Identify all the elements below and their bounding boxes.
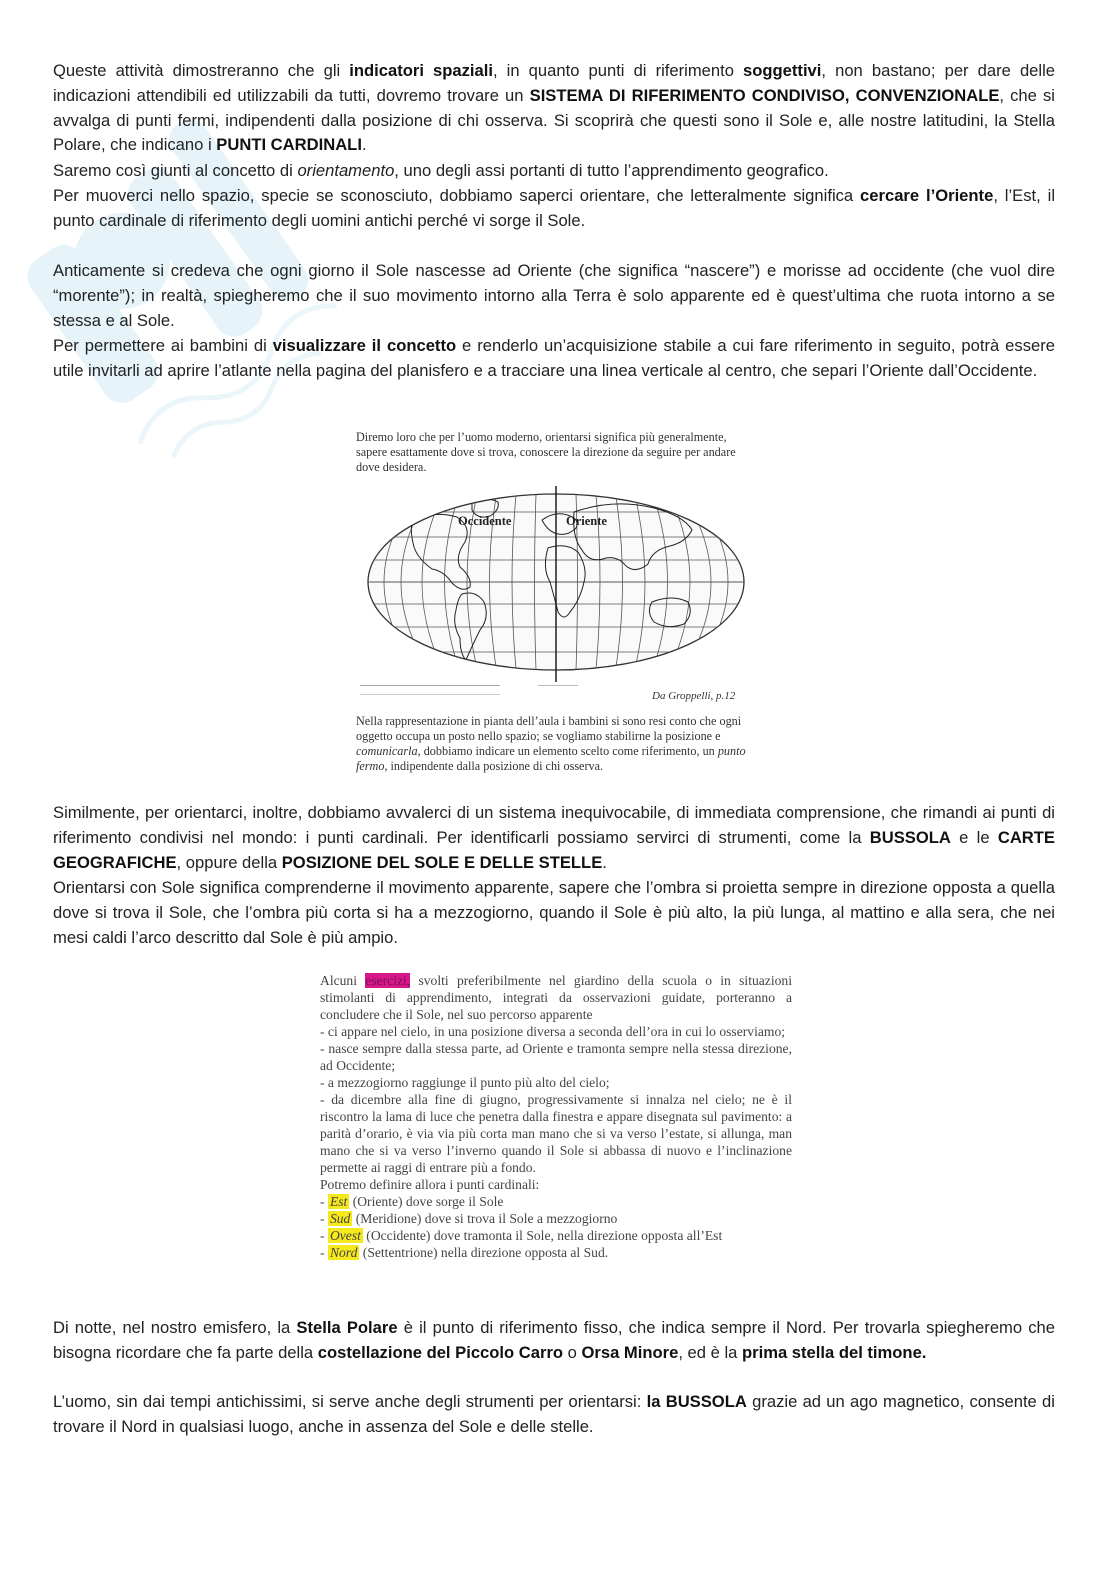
- scanned-excerpt-sole: [320, 972, 792, 1290]
- map-label-occidente: Occidente: [458, 514, 512, 528]
- scan2-intro: Alcuni esercizi, svolti preferibilmente nel giardino della scuola o in situazioni stimolanti di apprendimento, integrati da osservazioni guidate, porteranno a concludere che il Sole, nel suo percorso apparente: [320, 973, 792, 1022]
- paragraph-2: Saremo così giunti al concetto di orientamento, uno degli assi portanti di tutto l’apprendimento geografico.: [53, 161, 829, 180]
- cardinal-sud: - Sud (Meridione) dove si trova il Sole a mezzogiorno: [320, 1211, 618, 1226]
- paragraph-7: Orientarsi con Sole significa comprenderne il movimento apparente, sapere che l’ombra si proietta sempre in direzione opposta a quella dove si trova il Sole, che l’ombra più corta si ha a mezzogiorno, quando il Sole è più alto, la più lunga, al mattino e alla sera, che nei mesi caldi l’arco descritto dal Sole è più ampio.: [53, 878, 1055, 947]
- paragraph-1: Queste attività dimostreranno che gli indicatori spaziali, in quanto punti di riferimento soggettivi, non bastano; per dare delle indicazioni attendibili ed utilizzabili da tutti, dovremo trovare un SISTEMA DI RIFERIMENTO CONDIVISO, CONVENZIONALE, che si avvalga di punti fermi, indipendenti dalla posizione di chi osserva. Si scoprirà che questi sono il Sole e, alle nostre latitudini, la Stella Polare, che indicano i PUNTI CARDINALI.: [53, 61, 1056, 155]
- scan-legend-lines: [360, 685, 500, 695]
- scan2-bullet-5: Potremo definire allora i punti cardinali:: [320, 1177, 540, 1192]
- cardinal-ovest: - Ovest (Occidente) dove tramonta il Sole, nella direzione opposta all’Est: [320, 1228, 723, 1243]
- paragraph-3: Per muoverci nello spazio, specie se sconosciuto, dobbiamo saperci orientare, che letteralmente significa cercare l’Oriente, l’Est, il punto cardinale di riferimento degli uomini antichi perché vi sorge il Sole.: [53, 186, 1056, 230]
- paragraph-6: Similmente, per orientarci, inoltre, dobbiamo avvalerci di un sistema inequivocabile, di immediata comprensione, che rimandi ai punti di riferimento condivisi nel mondo: i punti cardinali. Per identificarli possiamo servirci di strumenti, come la BUSSOLA e le CARTE GEOGRAFICHE, oppure della POSIZIONE DEL SOLE E DELLE STELLE.: [53, 803, 1055, 872]
- paragraph-9: L’uomo, sin dai tempi antichissimi, si serve anche degli strumenti per orientarsi: la BUSSOLA grazie ad un ago magnetico, consente di trovare il Nord in qualsiasi luogo, anche in assenza del Sole e delle stelle.: [53, 1392, 1055, 1436]
- paragraph-5: Per permettere ai bambini di visualizzare il concetto e renderlo un’acquisizione stabile a cui fare riferimento in seguito, potrà essere utile invitarli ad aprire l’atlante nella pagina del planisfero e a tracciare una linea verticale al centro, che separi l’Oriente dall’Occidente.: [53, 336, 1055, 380]
- scan-legend-mark: [538, 685, 578, 694]
- highlight-esercizi: esercizi,: [365, 973, 411, 988]
- map-label-oriente: Oriente: [566, 514, 607, 528]
- world-map: [352, 482, 757, 682]
- scan-bottom-text: Nella rappresentazione in pianta dell’aula i bambini si sono resi conto che ogni oggetto occupa un posto nello spazio; se vogliamo stabilirne la posizione e comunicarla, dobbiamo indicare un elemento scelto come riferimento, un punto fermo, indipendente dalla posizione di chi osserva.: [356, 714, 746, 773]
- paragraph-8: Di notte, nel nostro emisfero, la Stella Polare è il punto di riferimento fisso, che indica sempre il Nord. Per trovarla spiegheremo che bisogna ricordare che fa parte della costellazione del Piccolo Carro o Orsa Minore, ed è la prima stella del timone.: [53, 1318, 1055, 1362]
- scan2-bullet-2: - nasce sempre dalla stessa parte, ad Oriente e tramonta sempre nella stessa direzione, ad Occidente;: [320, 1041, 792, 1073]
- scan2-bullet-3: - a mezzogiorno raggiunge il punto più alto del cielo;: [320, 1075, 610, 1090]
- scanned-excerpt-map: [352, 430, 757, 780]
- scan2-bullet-4: - da dicembre alla fine di giugno, progressivamente si innalza nel cielo; ne è il riscontro la lama di luce che penetra dalla finestra e appare disegnata sul pavimento: a parità d’orario, è via via più corta man mano che si va verso l’estate, si allunga, man mano che si va verso l’inverno quando il Sole si abbassa di nuovo e l’inclinazione permette ai raggi di entrare più a fondo.: [320, 1092, 792, 1175]
- cardinal-est: - Est (Oriente) dove sorge il Sole: [320, 1194, 504, 1209]
- scan-source: Da Groppelli, p.12: [652, 690, 736, 702]
- cardinal-nord: - Nord (Settentrione) nella direzione opposta al Sud.: [320, 1245, 609, 1260]
- scan2-bullet-1: - ci appare nel cielo, in una posizione diversa a seconda dell’ora in cui lo osserviamo;: [320, 1024, 786, 1039]
- scan-top-text: Diremo loro che per l’uomo moderno, orientarsi significa più generalmente, sapere esattamente dove si trova, conoscere la direzione da seguire per andare dove desidera.: [356, 430, 736, 474]
- paragraph-4: Anticamente si credeva che ogni giorno il Sole nascesse ad Oriente (che significa “nascere”) e morisse ad occidente (che vuol dire “morente”); in realtà, spiegheremo che il suo movimento intorno alla Terra è solo apparente ed è quest’ultima che ruota intorno a se stessa e al Sole.: [53, 261, 1055, 330]
